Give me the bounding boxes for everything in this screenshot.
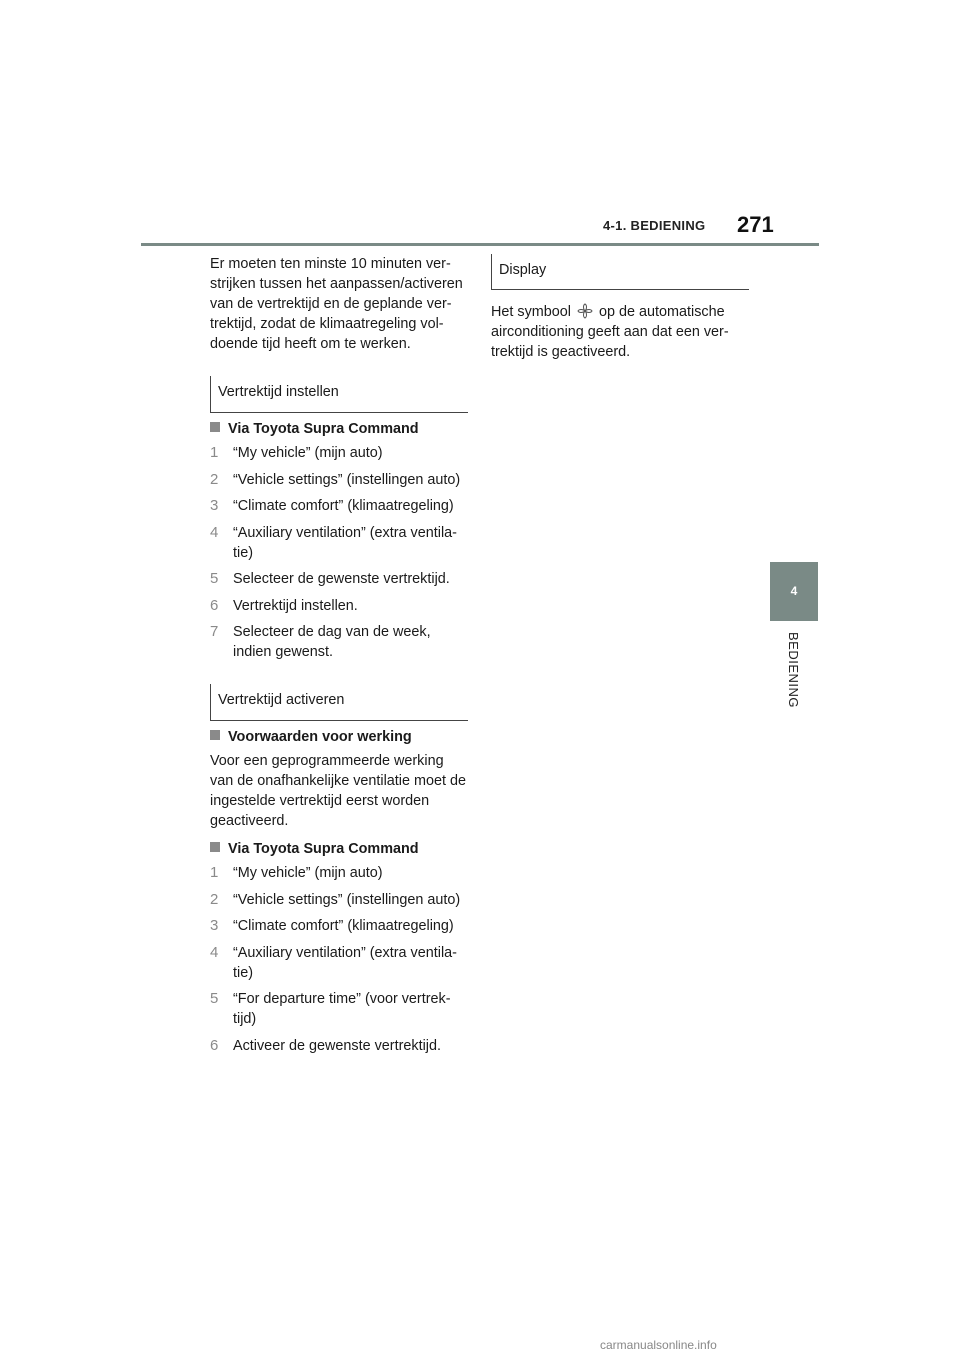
chapter-label: BEDIENING <box>786 632 801 709</box>
step-number: 3 <box>210 497 219 514</box>
left-column <box>210 254 468 1062</box>
step-text: Vertrektijd instellen. <box>233 597 358 614</box>
step-item <box>210 989 468 1029</box>
section-box-display: Display <box>491 254 749 290</box>
step-item <box>210 569 468 589</box>
step-text: “Vehicle settings” (instellingen auto) <box>233 891 461 908</box>
right-column <box>491 254 749 362</box>
chapter-tab: 4 <box>770 562 818 621</box>
subheading-command-1 <box>210 419 468 439</box>
step-item <box>210 916 468 936</box>
step-item <box>210 890 468 910</box>
footer-watermark: carmanualsonline.info <box>600 1338 717 1352</box>
step-number: 1 <box>210 864 219 881</box>
subheading-command-2 <box>210 839 468 859</box>
step-number: 2 <box>210 890 219 908</box>
step-number: 6 <box>210 596 219 614</box>
step-text: “Vehicle settings” (instellingen auto) <box>233 471 461 488</box>
page-number: 271 <box>737 212 774 237</box>
step-number: 3 <box>210 917 219 934</box>
display-paragraph <box>491 302 749 362</box>
step-number: 5 <box>210 570 219 587</box>
step-number: 1 <box>210 444 219 461</box>
fan-icon <box>577 303 593 319</box>
step-text: Selecteer de dag van de week, indien gewenst. <box>233 624 431 660</box>
step-number: 7 <box>210 623 219 640</box>
subheading-text: Voorwaarden voor werking <box>228 729 412 745</box>
steps-list-activate <box>210 863 468 1056</box>
step-number: 2 <box>210 470 219 488</box>
step-text: “My vehicle” (mijn auto) <box>233 445 383 461</box>
step-item <box>210 443 468 463</box>
step-text: Activeer de gewenste vertrektijd. <box>233 1037 441 1054</box>
subheading-text: Via Toyota Supra Command <box>228 841 419 857</box>
intro-paragraph: Er moeten ten minste 10 minuten ver-strijken tussen het aanpassen/activeren van de vertrektijd en de geplande ver-trektijd, zodat de klimaatregeling vol-doende tijd heeft om te werken. <box>210 256 463 352</box>
step-text: “Auxiliary ventilation” (extra ventila-tie) <box>233 944 457 981</box>
step-number: 5 <box>210 990 219 1007</box>
step-item <box>210 943 468 983</box>
step-number: 4 <box>210 943 219 961</box>
step-item <box>210 470 468 490</box>
header-rule <box>141 243 819 246</box>
step-number: 6 <box>210 1036 219 1054</box>
step-number: 4 <box>210 523 219 541</box>
section-box-activate-departure: Vertrektijd activeren <box>210 684 468 721</box>
square-bullet-icon <box>210 730 220 740</box>
step-text: “Climate comfort” (klimaatregeling) <box>233 498 454 514</box>
step-item <box>210 622 468 662</box>
step-text: “Auxiliary ventilation” (extra ventila-tie) <box>233 524 457 561</box>
steps-list-set <box>210 443 468 662</box>
section-box-set-departure: Vertrektijd instellen <box>210 376 468 413</box>
subheading-text: Via Toyota Supra Command <box>228 421 419 437</box>
step-item <box>210 596 468 616</box>
step-item <box>210 1036 468 1056</box>
section-name: 4-1. BEDIENING <box>603 218 706 233</box>
display-text-after: op de automatische airconditioning geeft aan dat een ver-trektijd is geactiveerd. <box>491 304 729 360</box>
square-bullet-icon <box>210 842 220 852</box>
step-item <box>210 523 468 563</box>
step-text: “My vehicle” (mijn auto) <box>233 865 383 881</box>
subheading-conditions <box>210 727 468 747</box>
step-text: “Climate comfort” (klimaatregeling) <box>233 918 454 934</box>
step-item <box>210 496 468 516</box>
step-text: Selecteer de gewenste vertrektijd. <box>233 571 450 587</box>
conditions-paragraph: Voor een geprogrammeerde werking van de onafhankelijke ventilatie moet de ingestelde vertrektijd eerst worden geactiveerd. <box>210 753 467 829</box>
display-text-before: Het symbool <box>491 304 571 320</box>
step-text: “For departure time” (voor vertrek-tijd) <box>233 991 451 1027</box>
step-item <box>210 863 468 883</box>
page-header <box>0 0 960 250</box>
square-bullet-icon <box>210 422 220 432</box>
